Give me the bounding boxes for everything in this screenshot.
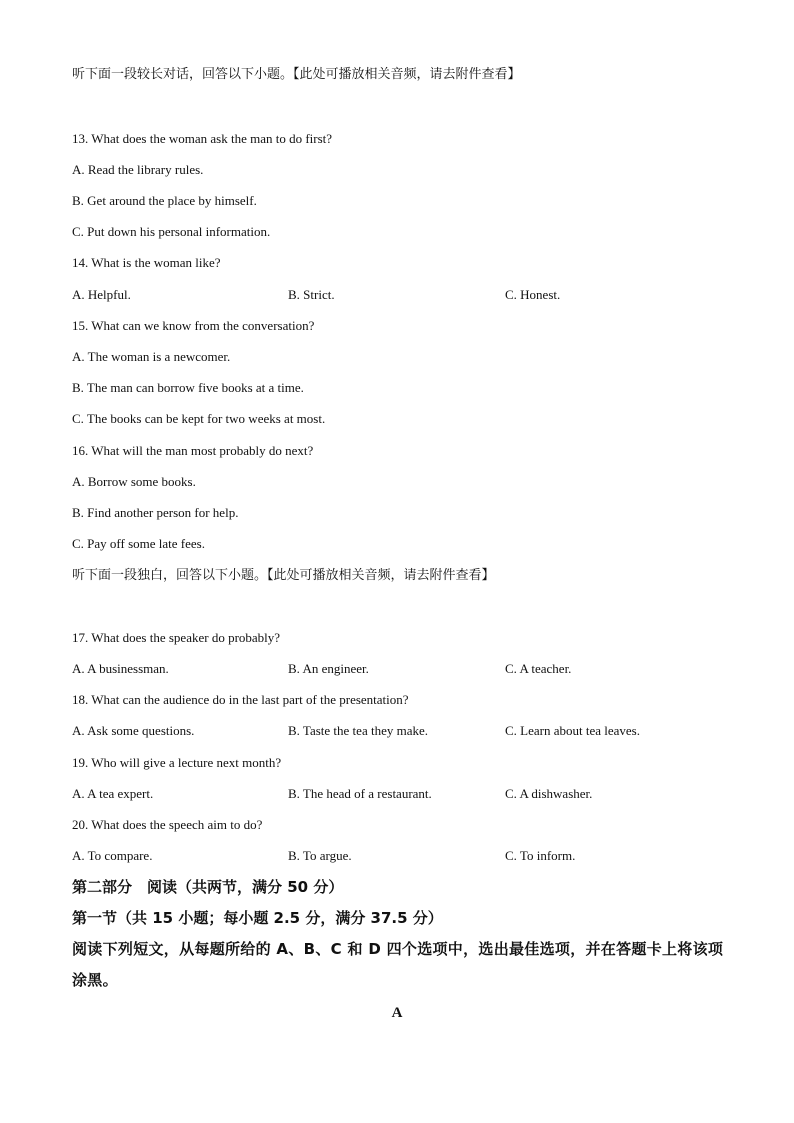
question-19: 19. Who will give a lecture next month? [72, 755, 282, 770]
question-14-option-a: A. Helpful. [72, 287, 131, 302]
question-16-option-c: C. Pay off some late fees. [72, 536, 205, 551]
question-19-option-a: A. A tea expert. [72, 786, 154, 801]
question-17-option-a: A. A businessman. [72, 661, 169, 676]
question-13-option-b: B. Get around the place by himself. [72, 193, 257, 208]
question-19-option-b: B. The head of a restaurant. [288, 786, 432, 801]
question-14-option-b: B. Strict. [288, 287, 335, 302]
question-16-option-b: B. Find another person for help. [72, 505, 239, 520]
question-15-option-c: C. The books can be kept for two weeks at most. [72, 411, 326, 426]
question-20-option-b: B. To argue. [288, 848, 352, 863]
listening-intro-long-dialogue: 听下面一段较长对话，回答以下小题。【此处可播放相关音频，请去附件查看】 [72, 67, 521, 82]
question-14-options [72, 287, 732, 303]
question-20-options [72, 848, 732, 864]
question-20: 20. What does the speech aim to do? [72, 817, 263, 832]
question-18-option-a: A. Ask some questions. [72, 723, 195, 738]
question-15-option-a: A. The woman is a newcomer. [72, 349, 231, 364]
question-16: 16. What will the man most probably do next? [72, 443, 314, 458]
question-14: 14. What is the woman like? [72, 255, 221, 270]
question-15-option-b: B. The man can borrow five books at a time. [72, 380, 304, 395]
question-17-option-c: C. A teacher. [505, 661, 572, 676]
part-two-title: 第二部分 阅读（共两节，满分 50 分） [72, 878, 344, 896]
question-18-option-c: C. Learn about tea leaves. [505, 723, 640, 738]
listening-intro-monologue: 听下面一段独白，回答以下小题。【此处可播放相关音频，请去附件查看】 [72, 568, 495, 583]
question-14-option-c: C. Honest. [505, 287, 561, 302]
question-13-option-c: C. Put down his personal information. [72, 224, 271, 239]
question-19-options [72, 786, 732, 802]
question-17: 17. What does the speaker do probably? [72, 630, 281, 645]
question-20-option-a: A. To compare. [72, 848, 153, 863]
question-19-option-c: C. A dishwasher. [505, 786, 593, 801]
question-20-option-c: C. To inform. [505, 848, 576, 863]
question-15: 15. What can we know from the conversation? [72, 318, 315, 333]
question-18-option-b: B. Taste the tea they make. [288, 723, 428, 738]
question-17-options [72, 661, 732, 677]
question-18: 18. What can the audience do in the last part of the presentation? [72, 692, 409, 707]
question-17-option-b: B. An engineer. [288, 661, 369, 676]
question-13: 13. What does the woman ask the man to do first? [72, 131, 333, 146]
subsection-one-title: 第一节（共 15 小题；每小题 2.5 分，满分 37.5 分） [72, 909, 443, 927]
question-18-options [72, 723, 732, 739]
question-16-option-a: A. Borrow some books. [72, 474, 196, 489]
reading-instruction: 阅读下列短文，从每题所给的 A、B、C 和 D 四个选项中，选出最佳选项，并在答题卡上将该项涂黑。 [72, 940, 724, 989]
question-13-option-a: A. Read the library rules. [72, 162, 204, 177]
passage-label: A [391, 1005, 403, 1021]
